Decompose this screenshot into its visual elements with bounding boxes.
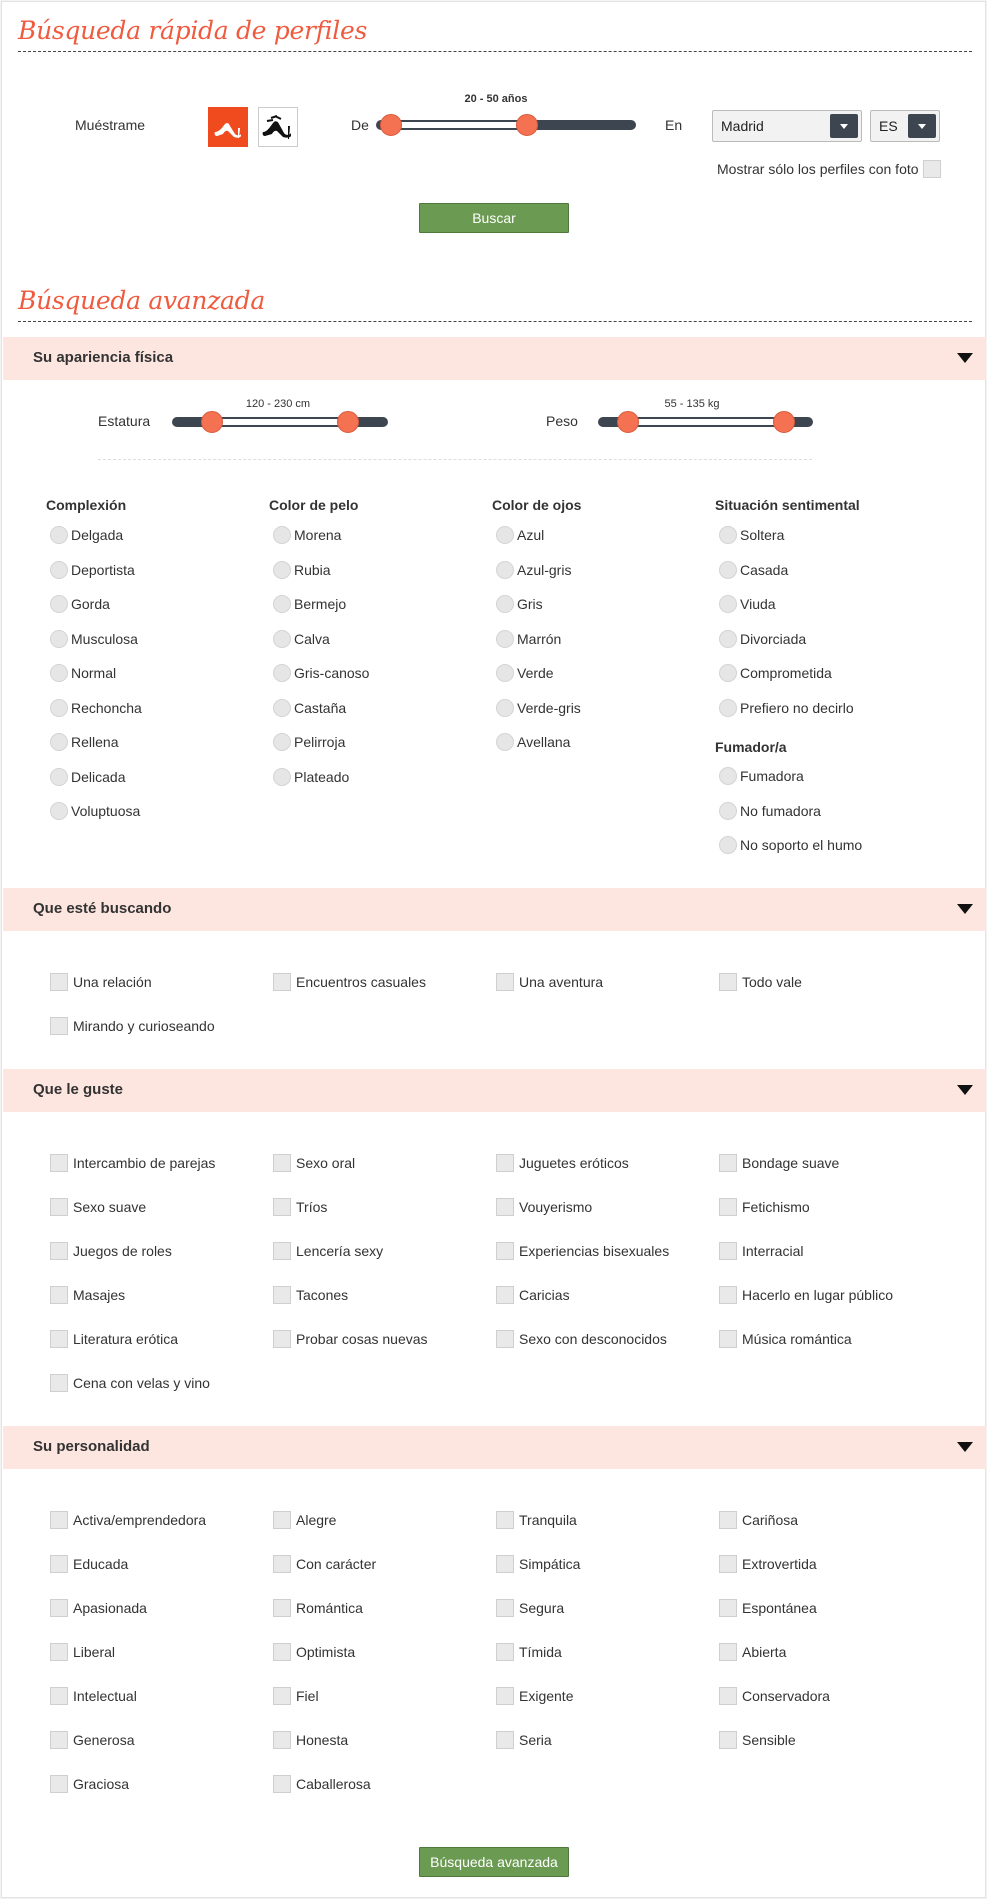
radio-normal[interactable] <box>50 664 68 682</box>
checkbox-tacones[interactable] <box>273 1286 291 1304</box>
checkbox-label: Apasionada <box>73 1600 147 1616</box>
radio-plateado[interactable] <box>273 768 291 786</box>
title-divider <box>18 51 972 52</box>
advanced-search-button[interactable]: Búsqueda avanzada <box>419 1847 569 1877</box>
checkbox-label: Caricias <box>519 1287 570 1303</box>
checkbox-label: Abierta <box>742 1644 787 1660</box>
checkbox-extrovertida[interactable] <box>719 1555 737 1573</box>
section-header-personality[interactable] <box>3 1426 986 1469</box>
radio-label: Verde-gris <box>517 699 581 716</box>
checkbox-label: Sensible <box>742 1732 796 1748</box>
checkbox-hacerlo-en-lugar-publico[interactable] <box>719 1286 737 1304</box>
caret-down-icon <box>957 1442 973 1452</box>
show-me-label: Muéstrame <box>75 117 146 133</box>
age-range-text: 20 - 50 años <box>464 93 528 105</box>
checkbox-optimista[interactable] <box>273 1643 291 1661</box>
checkbox-una-relacion[interactable] <box>50 973 68 991</box>
checkbox-label: Sexo con desconocidos <box>519 1331 667 1347</box>
checkbox-cena-con-velas-y-vino[interactable] <box>50 1374 68 1392</box>
radio-azul-gris[interactable] <box>496 561 514 579</box>
checkbox-seria[interactable] <box>496 1731 514 1749</box>
advanced-search-title: Búsqueda avanzada <box>18 286 265 315</box>
radio-casada[interactable] <box>719 561 737 579</box>
radio-label: Soltera <box>740 527 785 543</box>
radio-gris[interactable] <box>496 595 514 613</box>
radio-castana[interactable] <box>273 699 291 717</box>
radio-label: Musculosa <box>71 630 138 647</box>
radio-musculosa[interactable] <box>50 630 68 648</box>
checkbox-label: Conservadora <box>742 1688 830 1704</box>
radio-verde[interactable] <box>496 664 514 682</box>
checkbox-label: Educada <box>73 1556 129 1572</box>
radio-pelirroja[interactable] <box>273 733 291 751</box>
section-header-looking-for[interactable] <box>3 888 986 931</box>
checkbox-label: Música romántica <box>742 1331 852 1347</box>
checkbox-abierta[interactable] <box>719 1643 737 1661</box>
radio-label: Gris-canoso <box>294 665 370 681</box>
height-slider[interactable] <box>172 417 388 427</box>
radio-gris-canoso[interactable] <box>273 664 291 682</box>
checkbox-sexo-oral[interactable] <box>273 1154 291 1172</box>
checkbox-conservadora[interactable] <box>719 1687 737 1705</box>
checkbox-encuentros-casuales[interactable] <box>273 973 291 991</box>
radio-label: No soporto el humo <box>740 837 863 853</box>
checkbox-romantica[interactable] <box>273 1599 291 1617</box>
caret-down-icon <box>957 904 973 914</box>
strappy-heel-icon <box>261 112 295 142</box>
checkbox-label: Simpática <box>519 1556 581 1572</box>
checkbox-segura[interactable] <box>496 1599 514 1617</box>
checkbox-label: Con carácter <box>296 1556 377 1572</box>
checkbox-probar-cosas-nuevas[interactable] <box>273 1330 291 1348</box>
checkbox-label: Graciosa <box>73 1776 130 1792</box>
checkbox-liberal[interactable] <box>50 1643 68 1661</box>
radio-label: Pelirroja <box>294 734 346 750</box>
chevron-down-icon <box>830 114 858 138</box>
radio-label: Azul <box>517 527 545 543</box>
radio-verde-gris[interactable] <box>496 699 514 717</box>
age-max-handle[interactable] <box>516 114 538 136</box>
checkbox-label: Extrovertida <box>742 1556 817 1572</box>
checkbox-label: Seria <box>519 1732 552 1748</box>
column-title-color-de-pelo: Color de pelo <box>269 497 359 513</box>
height-slider-fill <box>212 419 348 425</box>
slider-divider <box>98 459 812 460</box>
checkbox-label: Sexo suave <box>73 1199 147 1215</box>
radio-label: Voluptuosa <box>71 803 141 819</box>
checkbox-todo-vale[interactable] <box>719 973 737 991</box>
checkbox-interracial[interactable] <box>719 1242 737 1260</box>
checkbox-una-aventura[interactable] <box>496 973 514 991</box>
city-value: Madrid <box>721 118 764 134</box>
section-header-appearance[interactable] <box>3 337 986 380</box>
checkbox-label: Hacerlo en lugar público <box>742 1287 893 1303</box>
quick-search-title: Búsqueda rápida de perfiles <box>18 16 368 45</box>
checkbox-label: Mirando y curioseando <box>73 1018 215 1034</box>
radio-label: Bermejo <box>294 596 347 612</box>
checkbox-alegre[interactable] <box>273 1511 291 1529</box>
radio-bermejo[interactable] <box>273 595 291 613</box>
checkbox-label: Intercambio de parejas <box>73 1155 216 1171</box>
weight-range-text: 55 - 135 kg <box>664 398 720 410</box>
checkbox-timida[interactable] <box>496 1643 514 1661</box>
radio-label: Rubia <box>294 561 331 578</box>
weight-slider-fill <box>628 419 784 425</box>
checkbox-espontanea[interactable] <box>719 1599 737 1617</box>
radio-label: Normal <box>71 665 117 681</box>
checkbox-label: Interracial <box>742 1243 804 1259</box>
city-select[interactable] <box>712 110 862 142</box>
chevron-down-icon <box>908 114 936 138</box>
checkbox-label: Honesta <box>296 1732 349 1748</box>
country-value: ES <box>879 118 898 134</box>
checkbox-sexo-suave[interactable] <box>50 1198 68 1216</box>
radio-delicada[interactable] <box>50 768 68 786</box>
checkbox-label: Masajes <box>73 1287 126 1303</box>
section-title: Que esté buscando <box>33 900 172 917</box>
radio-label: Rellena <box>71 734 119 750</box>
checkbox-fiel[interactable] <box>273 1687 291 1705</box>
country-select[interactable] <box>870 110 940 142</box>
checkbox-label: Exigente <box>519 1688 574 1704</box>
checkbox-apasionada[interactable] <box>50 1599 68 1617</box>
checkbox-label: Tríos <box>296 1199 328 1215</box>
radio-rubia[interactable] <box>273 561 291 579</box>
checkbox-musica-romantica[interactable] <box>719 1330 737 1348</box>
checkbox-tranquila[interactable] <box>496 1511 514 1529</box>
radio-avellana[interactable] <box>496 733 514 751</box>
checkbox-label: Lencería sexy <box>296 1243 384 1259</box>
checkbox-label: Romántica <box>296 1600 363 1616</box>
checkbox-experiencias-bisexuales[interactable] <box>496 1242 514 1260</box>
checkbox-label: Tímida <box>519 1644 562 1660</box>
radio-label: Avellana <box>517 734 571 750</box>
section-header-likes[interactable] <box>3 1069 986 1112</box>
radio-no-fumadora[interactable] <box>719 802 737 820</box>
radio-label: Plateado <box>294 768 350 785</box>
in-label: En <box>665 117 683 133</box>
radio-viuda[interactable] <box>719 595 737 613</box>
radio-label: Calva <box>294 630 330 647</box>
checkbox-label: Segura <box>519 1600 565 1616</box>
checkbox-label: Experiencias bisexuales <box>519 1243 670 1259</box>
photo-only-checkbox[interactable] <box>923 160 941 178</box>
radio-label: Verde <box>517 665 554 681</box>
page-frame <box>1 1 986 1898</box>
checkbox-label: Activa/emprendedora <box>73 1512 207 1528</box>
radio-prefiero-no-decirlo[interactable] <box>719 699 737 717</box>
section-title: Su apariencia física <box>33 349 174 366</box>
checkbox-label: Caballerosa <box>296 1776 371 1792</box>
weight-label: Peso <box>546 413 578 429</box>
column-title-color-de-ojos: Color de ojos <box>492 497 582 513</box>
height-range-text: 120 - 230 cm <box>245 398 311 410</box>
checkbox-carinosa[interactable] <box>719 1511 737 1529</box>
photo-only-label: Mostrar sólo los perfiles con foto <box>717 161 919 177</box>
checkbox-educada[interactable] <box>50 1555 68 1573</box>
weight-max-handle[interactable] <box>773 411 795 433</box>
checkbox-juguetes-eroticos[interactable] <box>496 1154 514 1172</box>
checkbox-label: Encuentros casuales <box>296 974 426 990</box>
checkbox-label: Cariñosa <box>742 1512 799 1528</box>
search-button[interactable]: Buscar <box>419 203 569 233</box>
checkbox-exigente[interactable] <box>496 1687 514 1705</box>
checkbox-label: Optimista <box>296 1644 356 1660</box>
checkbox-intelectual[interactable] <box>50 1687 68 1705</box>
checkbox-label: Juegos de roles <box>73 1243 172 1259</box>
checkbox-label: Una relación <box>73 974 152 990</box>
checkbox-caballerosa[interactable] <box>273 1775 291 1793</box>
male-shoe-toggle[interactable] <box>258 107 298 147</box>
radio-label: Comprometida <box>740 665 832 681</box>
radio-label: Azul-gris <box>517 561 572 578</box>
checkbox-label: Juguetes eróticos <box>519 1155 629 1171</box>
age-slider-fill <box>390 122 521 128</box>
checkbox-label: Tacones <box>296 1287 349 1303</box>
radio-label: Marrón <box>517 630 562 647</box>
section-title: Que le guste <box>33 1081 124 1098</box>
column-title-smoker: Fumador/a <box>715 739 787 755</box>
checkbox-label: Bondage suave <box>742 1155 840 1171</box>
radio-soltera[interactable] <box>719 526 737 544</box>
radio-no-soporto-el-humo[interactable] <box>719 836 737 854</box>
radio-label: Divorciada <box>740 630 807 647</box>
checkbox-activa-emprendedora[interactable] <box>50 1511 68 1529</box>
radio-delgada[interactable] <box>50 526 68 544</box>
radio-label: Delgada <box>71 527 124 543</box>
checkbox-sexo-con-desconocidos[interactable] <box>496 1330 514 1348</box>
age-slider[interactable] <box>376 120 636 130</box>
from-label: De <box>351 117 369 133</box>
height-max-handle[interactable] <box>337 411 359 433</box>
radio-voluptuosa[interactable] <box>50 802 68 820</box>
radio-gorda[interactable] <box>50 595 68 613</box>
checkbox-con-caracter[interactable] <box>273 1555 291 1573</box>
checkbox-label: Liberal <box>73 1644 116 1660</box>
radio-label: Viuda <box>740 596 776 612</box>
checkbox-vouyerismo[interactable] <box>496 1198 514 1216</box>
checkbox-lenceria-sexy[interactable] <box>273 1242 291 1260</box>
caret-down-icon <box>957 1085 973 1095</box>
radio-label: Casada <box>740 561 789 578</box>
radio-label: Prefiero no decirlo <box>740 699 854 716</box>
radio-rellena[interactable] <box>50 733 68 751</box>
checkbox-label: Probar cosas nuevas <box>296 1331 428 1347</box>
checkbox-generosa[interactable] <box>50 1731 68 1749</box>
radio-label: Morena <box>294 527 342 543</box>
checkbox-label: Sexo oral <box>296 1155 356 1171</box>
checkbox-sensible[interactable] <box>719 1731 737 1749</box>
checkbox-label: Tranquila <box>519 1512 577 1528</box>
checkbox-label: Generosa <box>73 1732 135 1748</box>
height-label: Estatura <box>98 413 151 429</box>
weight-slider[interactable] <box>598 417 813 427</box>
checkbox-label: Vouyerismo <box>519 1199 593 1215</box>
weight-min-handle[interactable] <box>617 411 639 433</box>
radio-label: No fumadora <box>740 802 821 819</box>
height-min-handle[interactable] <box>201 411 223 433</box>
high-heel-icon <box>213 114 243 140</box>
checkbox-literatura-erotica[interactable] <box>50 1330 68 1348</box>
checkbox-bondage-suave[interactable] <box>719 1154 737 1172</box>
checkbox-label: Alegre <box>296 1512 337 1528</box>
caret-down-icon <box>957 353 973 363</box>
column-title-complexion: Complexión <box>46 497 127 513</box>
checkbox-fetichismo[interactable] <box>719 1198 737 1216</box>
checkbox-label: Literatura erótica <box>73 1331 179 1347</box>
radio-azul[interactable] <box>496 526 514 544</box>
checkbox-caricias[interactable] <box>496 1286 514 1304</box>
radio-deportista[interactable] <box>50 561 68 579</box>
checkbox-label: Fiel <box>296 1688 319 1704</box>
checkbox-mirando-y-curioseando[interactable] <box>50 1017 68 1035</box>
checkbox-label: Cena con velas y vino <box>73 1375 210 1391</box>
radio-label: Fumadora <box>740 768 804 784</box>
radio-label: Rechoncha <box>71 699 142 716</box>
checkbox-honesta[interactable] <box>273 1731 291 1749</box>
female-shoe-toggle[interactable] <box>208 107 248 147</box>
title-divider <box>18 321 972 322</box>
radio-morena[interactable] <box>273 526 291 544</box>
radio-rechoncha[interactable] <box>50 699 68 717</box>
checkbox-masajes[interactable] <box>50 1286 68 1304</box>
radio-label: Castaña <box>294 699 347 716</box>
radio-divorciada[interactable] <box>719 630 737 648</box>
radio-marron[interactable] <box>496 630 514 648</box>
radio-label: Deportista <box>71 561 135 578</box>
checkbox-intercambio-de-parejas[interactable] <box>50 1154 68 1172</box>
section-title: Su personalidad <box>33 1438 150 1455</box>
radio-calva[interactable] <box>273 630 291 648</box>
radio-fumadora[interactable] <box>719 767 737 785</box>
checkbox-label: Una aventura <box>519 974 604 990</box>
checkbox-simpatica[interactable] <box>496 1555 514 1573</box>
checkbox-trios[interactable] <box>273 1198 291 1216</box>
checkbox-label: Fetichismo <box>742 1199 810 1215</box>
checkbox-label: Intelectual <box>73 1688 137 1704</box>
radio-label: Gris <box>517 596 543 612</box>
checkbox-label: Todo vale <box>742 974 802 990</box>
checkbox-graciosa[interactable] <box>50 1775 68 1793</box>
age-min-handle[interactable] <box>380 114 402 136</box>
checkbox-juegos-de-roles[interactable] <box>50 1242 68 1260</box>
column-title-situacion-sentimental: Situación sentimental <box>715 497 860 513</box>
checkbox-label: Espontánea <box>742 1600 817 1616</box>
radio-label: Delicada <box>71 768 126 785</box>
radio-comprometida[interactable] <box>719 664 737 682</box>
radio-label: Gorda <box>71 596 110 612</box>
